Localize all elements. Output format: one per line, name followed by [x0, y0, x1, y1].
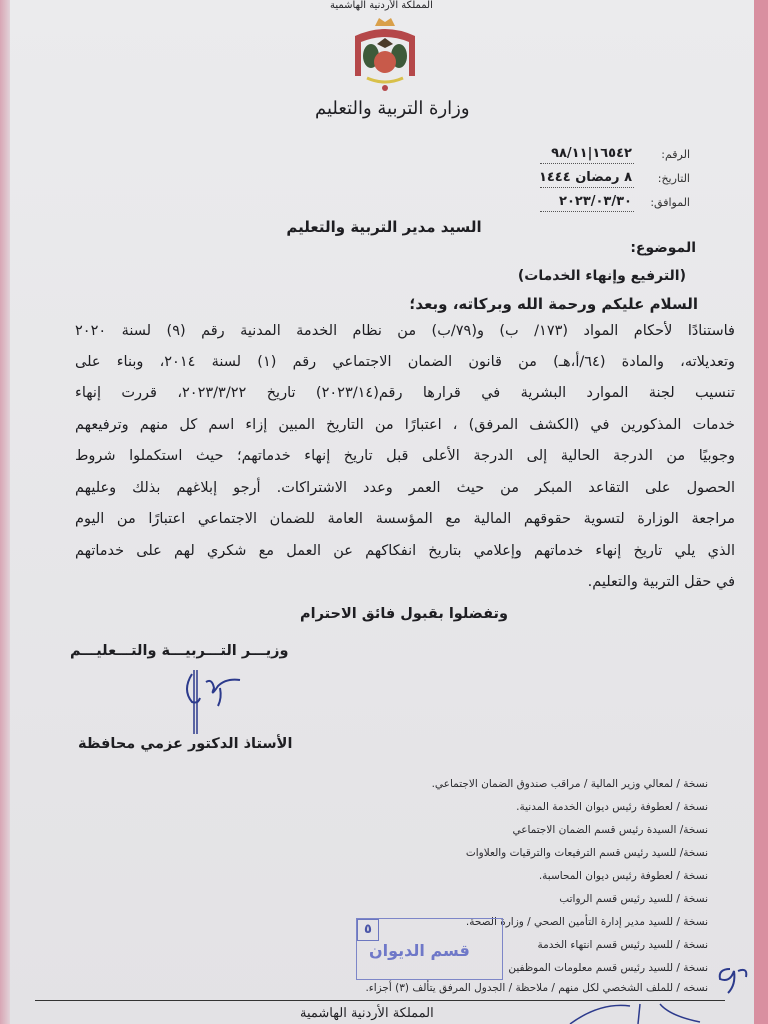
dotted-line [540, 211, 634, 212]
registry-stamp [356, 918, 503, 980]
body-line: فاستنادًا لأحكام المواد (١٧٣/ ب) و(٧٩/ب) من نظام الخدمة المدنية رقم (٩) لسنة ٢٠٢٠ [75, 323, 735, 339]
header-top-text: المملكة الأردنية الهاشمية [330, 0, 433, 11]
signatory-name: الأستاذ الدكتور عزمي محافظة [78, 736, 293, 752]
body-line: في حقل التربية والتعليم. [587, 574, 735, 590]
reference-number-value: ١٦٥٤٢|٩٨/١١ [551, 146, 632, 161]
coat-of-arms-icon [345, 14, 425, 94]
body-line: وجوبيًا من الدرجة الحالية إلى الدرجة الأعلى قبل تاريخ إنهاء خدماتهم؛ حيث استكملوا شروط [75, 448, 735, 464]
dotted-line [540, 187, 634, 188]
stamp-number: ٥ [357, 919, 379, 941]
copy-recipient: نسخة / للسيد رئيس قسم الرواتب [559, 893, 708, 905]
copy-recipient: نسخة / لعطوفة رئيس ديوان الخدمة المدنية. [516, 801, 708, 813]
ministry-name: وزارة التربية والتعليم [315, 98, 470, 119]
body-line: خدمات المذكورين في (الكشف المرفق) ، اعتبارًا من التاريخ المبين إزاء اسم كل منهم وترفيعهم [75, 417, 735, 433]
stamp-text: قسم الديوان [369, 941, 470, 960]
footer-text: المملكة الأردنية الهاشمية [300, 1006, 434, 1021]
corresponding-date-label: الموافق: [650, 196, 690, 209]
signature-icon [170, 668, 250, 734]
body-line: مراجعة الوزارة لتسوية حقوقهم المالية مع المؤسسة العامة للضمان الاجتماعي اعتبارًا من اليوم [75, 511, 735, 527]
divider [35, 1000, 725, 1001]
body-line: الذي يلي تاريخ إنهاء خدماتهم وإعلامي بتاريخ انفكاكهم عن العمل مع شكري لهم على خدماتهم [75, 543, 735, 559]
background-edge-right [754, 0, 768, 1024]
subject-label: الموضوع: [630, 240, 696, 256]
date-label: التاريخ: [657, 172, 690, 185]
copy-recipient: نسخة/ السيدة رئيس قسم الضمان الاجتماعي [512, 824, 708, 836]
signatory-title: وزيـــر التـــربيـــة والتـــعليـــم [70, 643, 289, 659]
bottom-signature-icon [560, 1002, 710, 1024]
greeting: السلام عليكم ورحمة الله وبركاته، وبعد؛ [409, 295, 698, 313]
copy-recipient: نسخة / لعطوفة رئيس ديوان المحاسبة. [538, 870, 708, 882]
date-value: ٨ رمضان ١٤٤٤ [538, 170, 632, 185]
body-line: تنسيب لجنة الموارد البشرية في قرارها رقم(٢٠٢٣/١٤) تاريخ ٢٠٢٣/٣/٢٢، قررت إنهاء [75, 385, 736, 401]
body-line: الحصول على التقاعد المبكر من حيث العمر وعدد الاشتراكات. أرجو إبلاغهم بذلك وعليهم [75, 480, 735, 496]
body-line: وتعديلاته، والمادة (٦٤/أ،هـ) من قانون الضمان الاجتماعي رقم (١) لسنة ٢٠١٤، وبناء على [75, 354, 735, 370]
copy-recipient: نسخة / للسيد مدير إدارة التأمين الصحي / وزارة الصحة. [465, 916, 708, 928]
closing: وتفضلوا بقبول فائق الاحترام [300, 606, 508, 622]
corresponding-date-value: ٢٠٢٣/٠٣/٣٠ [559, 194, 632, 209]
addressee: السيد مدير التربية والتعليم [286, 218, 482, 236]
copy-recipient: نسخة/ للسيد رئيس قسم الترفيعات والترقيات والعلاوات [465, 847, 708, 859]
copy-recipient: نسخة / للسيد رئيس قسم معلومات الموظفين [508, 962, 708, 974]
subject: (الترفيع وإنهاء الخدمات) [517, 268, 686, 284]
copy-recipient: نسخة / لمعالي وزير المالية / مراقب صندوق الضمان الاجتماعي. [431, 778, 708, 790]
reference-number-label: الرقم: [661, 148, 690, 161]
dotted-line [540, 163, 634, 164]
handwritten-mark-icon [712, 965, 756, 995]
copy-recipient: نسخه / للملف الشخصي لكل منهم / ملاحظة / الجدول المرفق يتألف (٣) أجزاء. [365, 982, 708, 994]
copy-recipient: نسخة / للسيد رئيس قسم انتهاء الخدمة [537, 939, 708, 951]
